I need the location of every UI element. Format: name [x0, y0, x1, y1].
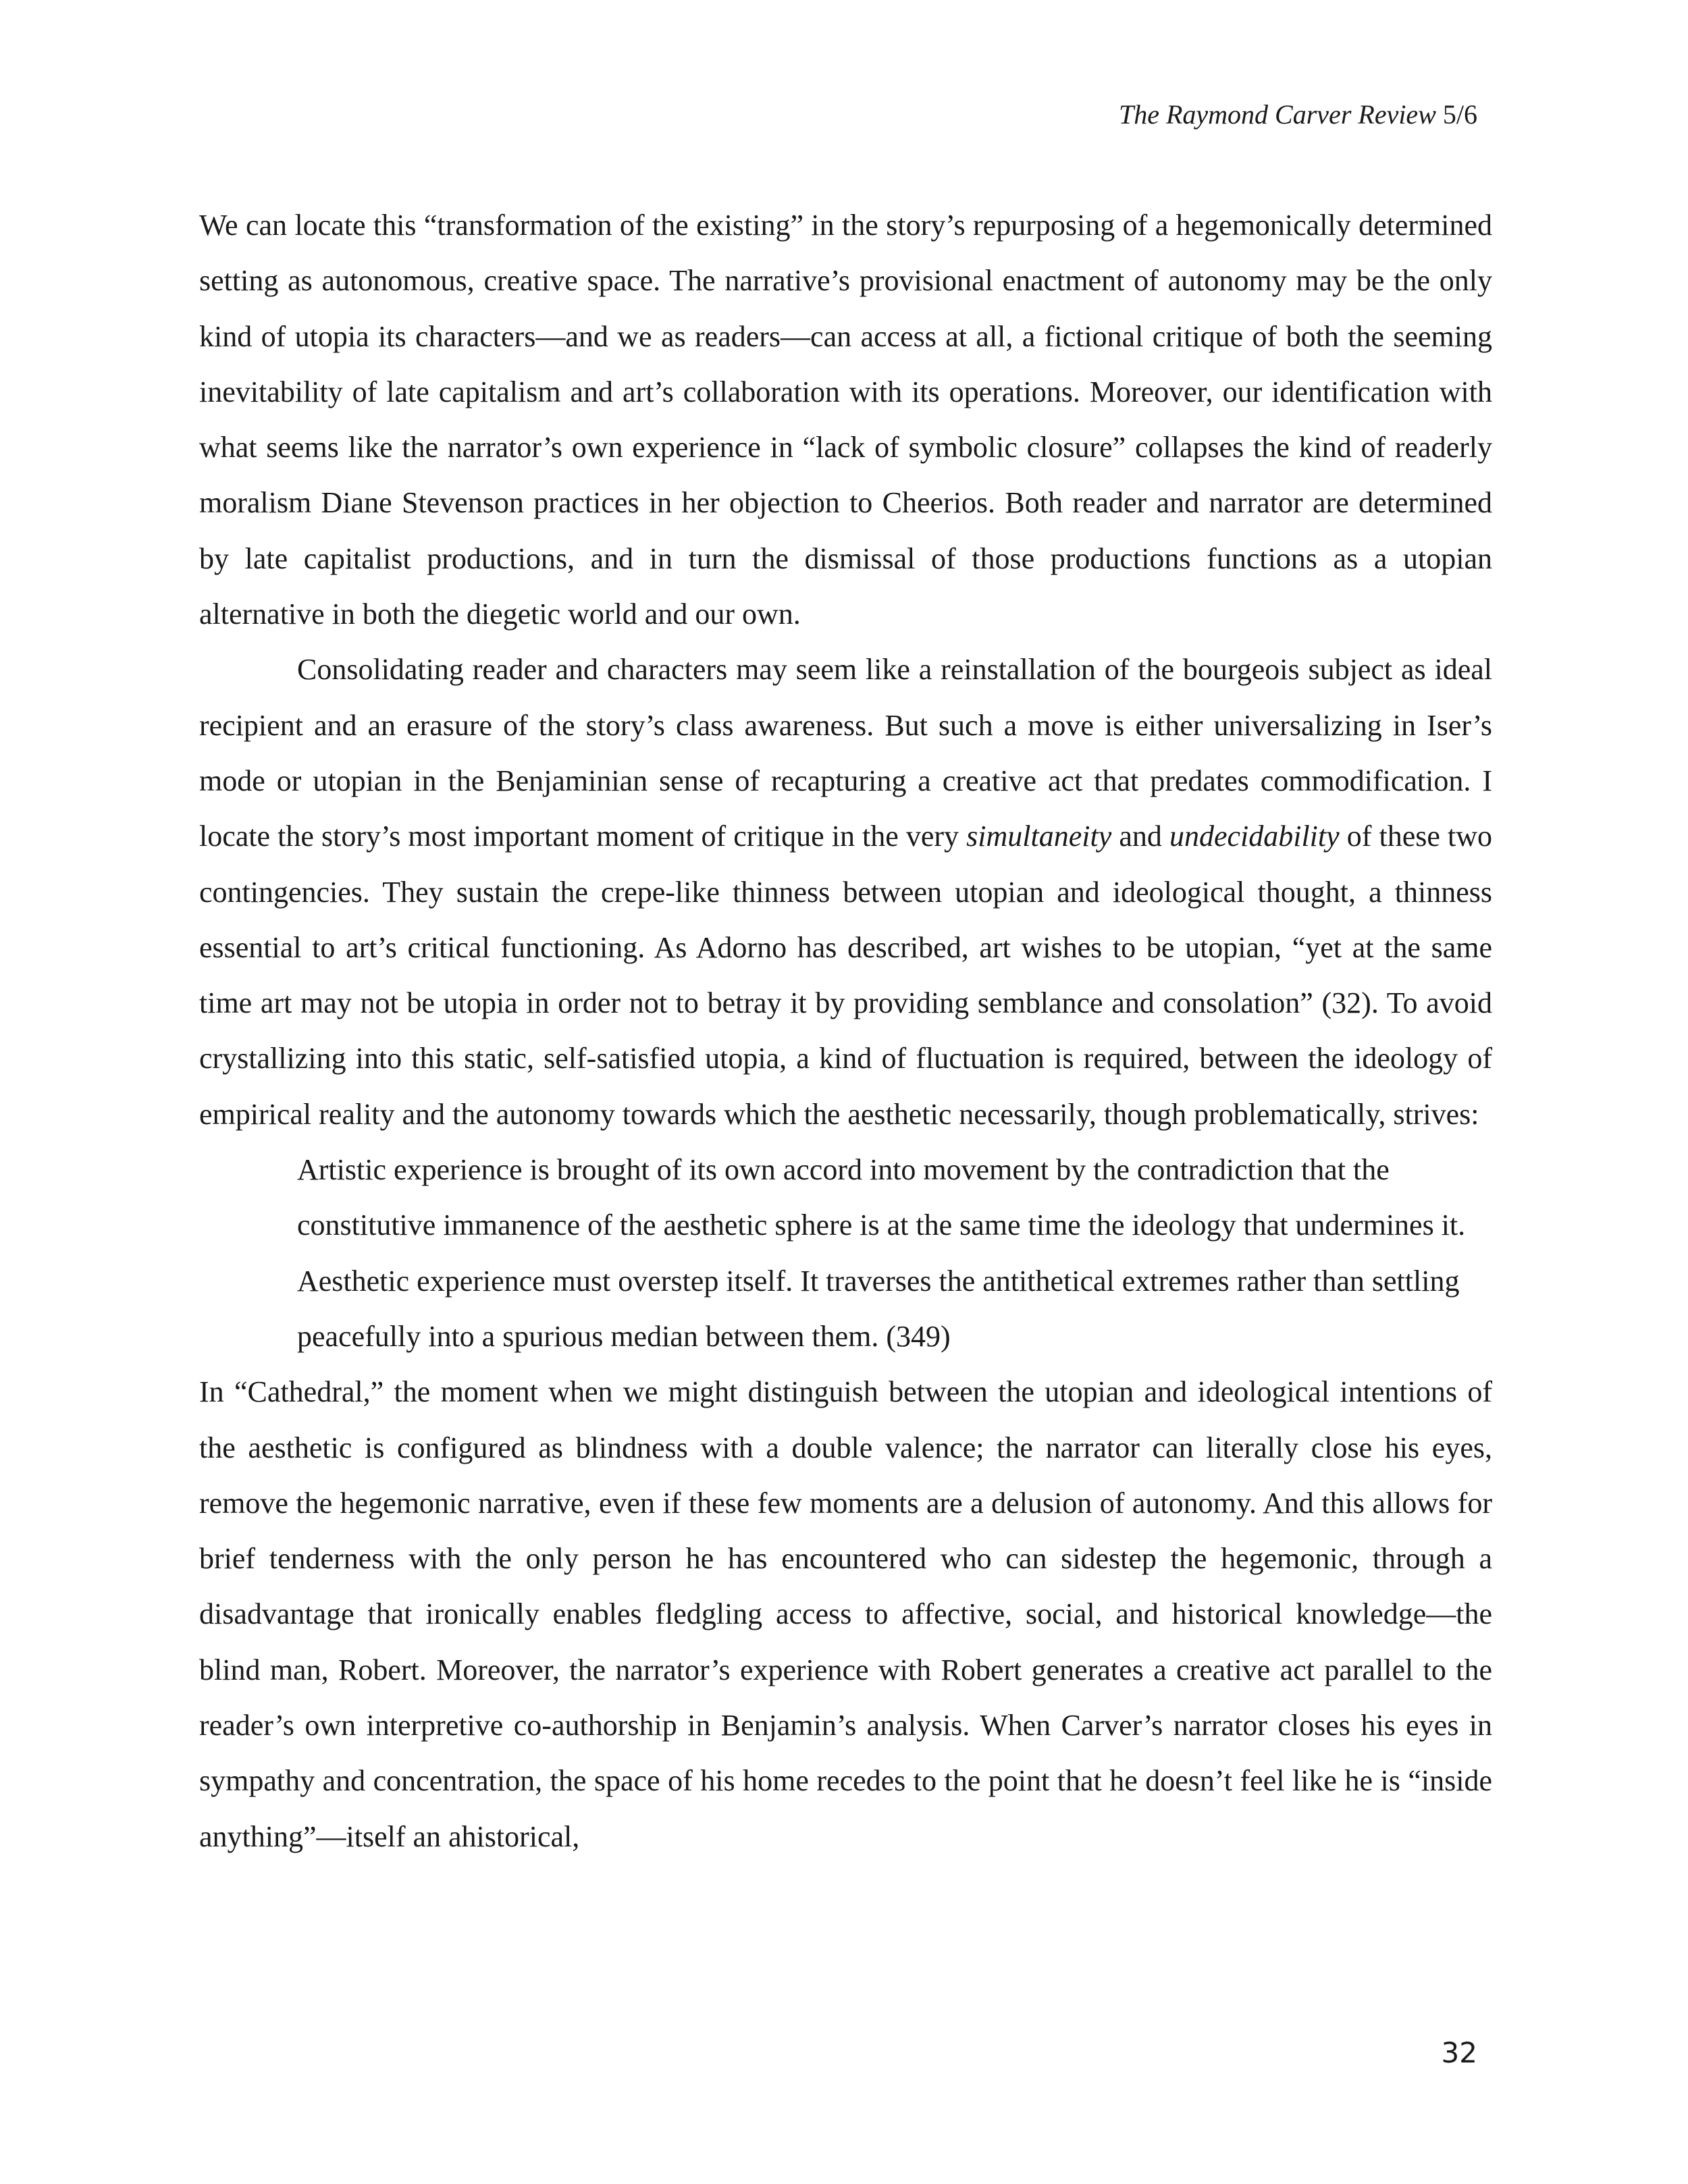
issue-number: 5/6: [1442, 99, 1477, 130]
emphasis-simultaneity: simultaneity: [966, 820, 1112, 853]
paragraph-2-text-b: and: [1111, 820, 1169, 853]
journal-title: The Raymond Carver Review: [1118, 99, 1436, 130]
article-body: [199, 198, 1492, 1865]
paragraph-3: In “Cathedral,” the moment when we might distinguish between the utopian and ideological intentions of the aesthetic is configured as blindness with a double valence; the narrator can literally close his eyes, remove the hegemonic narrative, even if these few moments are a delusion of autonomy. And this allows for brief tenderness with the only person he has encountered who can sidestep the hegemonic, through a disadvantage that ironically enables fledgling access to affective, social, and historical knowledge—the blind man, Robert. Moreover, the narrator’s experience with Robert generates a creative act parallel to the reader’s own interpretive co-authorship in Benjamin’s analysis. When Carver’s narrator closes his eyes in sympathy and concentration, the space of his home recedes to the point that he doesn’t feel like he is “inside anything”—itself an ahistorical,: [199, 1375, 1492, 1853]
paragraph-1: We can locate this “transformation of the existing” in the story’s repurposing of a hegemonically determined setting as autonomous, creative space. The narrative’s provisional enactment of autonomy may be the only kind of utopia its characters—and we as readers—can access at all, a fictional critique of both the seeming inevitability of late capitalism and art’s collaboration with its operations. Moreover, our identification with what seems like the narrator’s own experience in “lack of symbolic closure” collapses the kind of readerly moralism Diane Stevenson practices in her objection to Cheerios. Both reader and narrator are determined by late capitalist productions, and in turn the dismissal of those productions functions as a utopian alternative in both the diegetic world and our own.: [199, 209, 1492, 631]
page-number: 32: [1441, 2036, 1477, 2069]
emphasis-undecidability: undecidability: [1169, 820, 1340, 853]
paragraph-2-text-c: of these two contingencies. They sustain the crepe-like thinness between utopian and ideological thought, a thinness essential to art’s critical functioning. As Adorno has described, art wishes to be utopian, “yet at the same time art may not be utopia in order not to betray it by providing semblance and consolation” (32). To avoid crystallizing into this static, self-satisfied utopia, a kind of fluctuation is required, between the ideology of empirical reality and the autonomy towards which the aesthetic necessarily, though problematically, strives:: [199, 820, 1492, 1131]
running-header: [1119, 101, 1477, 128]
paragraph-2: [199, 642, 1492, 1142]
paragraph-2-text-a: Consolidating reader and characters may seem like a reinstallation of the bourgeois subject as ideal recipient and an erasure of the story’s class awareness. But such a move is either universalizing in Iser’s mode or utopian in the Benjaminian sense of recapturing a creative act that predates commodification. I locate the story’s most important moment of critique in the very: [199, 653, 1492, 853]
block-quote-adorno: Artistic experience is brought of its own accord into movement by the contradiction that the constitutive immanence of the aesthetic sphere is at the same time the ideology that undermines it. Aesthetic experience must overstep itself. It traverses the antithetical extremes rather than settling peacefully into a spurious median between them. (349): [297, 1153, 1466, 1353]
